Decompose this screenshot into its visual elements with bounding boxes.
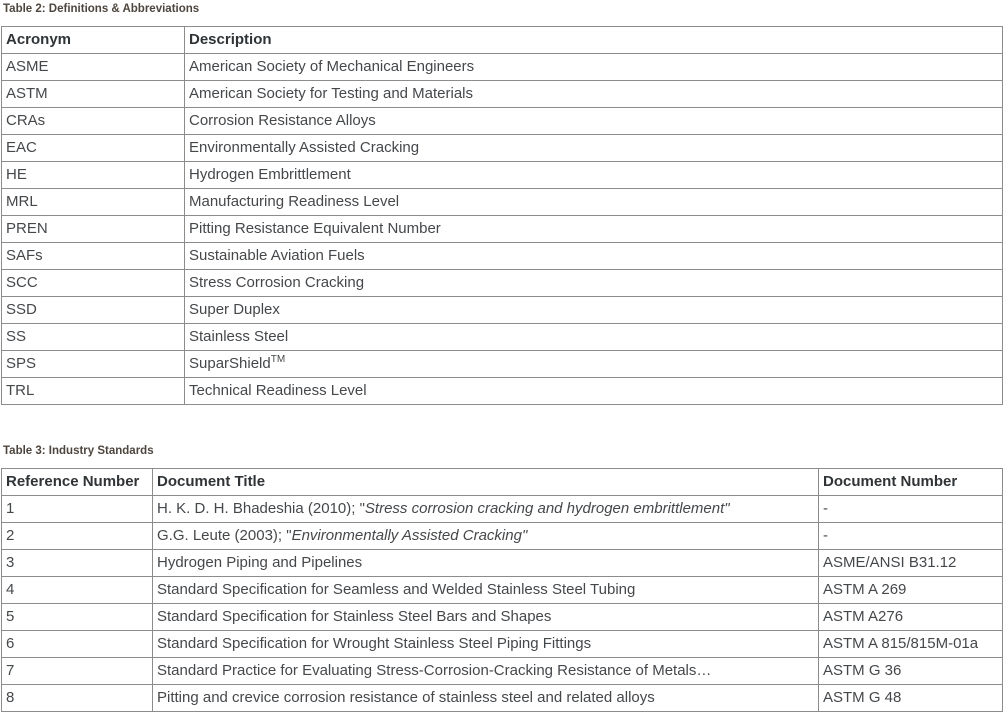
cell-acronym: SCC: [2, 270, 185, 297]
table-row: [2, 324, 1003, 351]
table-row: [2, 351, 1003, 378]
cell-acronym: SAFs: [2, 243, 185, 270]
cell-description: Sustainable Aviation Fuels: [185, 243, 1003, 270]
cell-description: Stainless Steel: [185, 324, 1003, 351]
cell-acronym: SSD: [2, 297, 185, 324]
table-row: [2, 270, 1003, 297]
trademark-name: SuparShield: [189, 355, 271, 372]
cell-ref-number: 3: [2, 550, 153, 577]
cell-description: American Society for Testing and Materials: [185, 81, 1003, 108]
cell-description: American Society of Mechanical Engineers: [185, 54, 1003, 81]
cell-description: Super Duplex: [185, 297, 1003, 324]
cell-acronym: ASME: [2, 54, 185, 81]
cell-doc-title: Standard Practice for Evaluating Stress-Corrosion-Cracking Resistance of Metals…: [153, 658, 819, 685]
standards-table: [1, 468, 1003, 712]
table-header-row: [2, 469, 1003, 496]
citation-closing-quote: ": [724, 500, 730, 517]
citation-italic-title: Stress corrosion cracking and hydrogen embrittlement: [364, 500, 725, 517]
table-row: [2, 297, 1003, 324]
table-row: [2, 108, 1003, 135]
table-row: [2, 550, 1003, 577]
cell-doc-title: Standard Specification for Seamless and Welded Stainless Steel Tubing: [153, 577, 819, 604]
table-row: [2, 216, 1003, 243]
cell-doc-number: -: [819, 496, 1003, 523]
definitions-table: [1, 26, 1003, 405]
table-row: [2, 243, 1003, 270]
cell-acronym: ASTM: [2, 81, 185, 108]
cell-doc-title: Hydrogen Piping and Pipelines: [153, 550, 819, 577]
cell-description: Manufacturing Readiness Level: [185, 189, 1003, 216]
cell-doc-number: ASTM G 36: [819, 658, 1003, 685]
cell-acronym: CRAs: [2, 108, 185, 135]
cell-doc-title: Pitting and crevice corrosion resistance of stainless steel and related alloys: [153, 685, 819, 712]
cell-description: [185, 351, 1003, 378]
table-row: [2, 162, 1003, 189]
cell-ref-number: 7: [2, 658, 153, 685]
cell-doc-number: ASTM A 269: [819, 577, 1003, 604]
table-row: [2, 631, 1003, 658]
table-row: [2, 189, 1003, 216]
table3-caption: Table 3: Industry Standards: [3, 445, 154, 457]
cell-doc-title: [153, 496, 819, 523]
cell-description: Pitting Resistance Equivalent Number: [185, 216, 1003, 243]
column-header-reference-number: Reference Number: [2, 469, 153, 496]
table2-caption: Table 2: Definitions & Abbreviations: [3, 3, 200, 15]
cell-ref-number: 2: [2, 523, 153, 550]
cell-doc-number: -: [819, 523, 1003, 550]
cell-description: Environmentally Assisted Cracking: [185, 135, 1003, 162]
citation-text: G.G. Leute (2003); ": [157, 527, 292, 544]
cell-description: Corrosion Resistance Alloys: [185, 108, 1003, 135]
table-row: [2, 685, 1003, 712]
table-row: [2, 604, 1003, 631]
table-row: [2, 577, 1003, 604]
table-row: [2, 523, 1003, 550]
citation-closing-quote: ": [521, 527, 528, 544]
cell-doc-number: ASTM A 815/815M-01a: [819, 631, 1003, 658]
cell-description: Hydrogen Embrittlement: [185, 162, 1003, 189]
cell-ref-number: 8: [2, 685, 153, 712]
table-row: [2, 496, 1003, 523]
cell-acronym: MRL: [2, 189, 185, 216]
cell-doc-number: ASTM G 48: [819, 685, 1003, 712]
cell-description: Stress Corrosion Cracking: [185, 270, 1003, 297]
cell-acronym: SPS: [2, 351, 185, 378]
cell-doc-title: Standard Specification for Wrought Stainless Steel Piping Fittings: [153, 631, 819, 658]
cell-acronym: PREN: [2, 216, 185, 243]
table-row: [2, 81, 1003, 108]
cell-acronym: EAC: [2, 135, 185, 162]
column-header-document-number: Document Number: [819, 469, 1003, 496]
trademark-superscript: TM: [270, 354, 286, 365]
cell-ref-number: 4: [2, 577, 153, 604]
cell-doc-number: ASTM A276: [819, 604, 1003, 631]
cell-description: Technical Readiness Level: [185, 378, 1003, 405]
cell-acronym: TRL: [2, 378, 185, 405]
cell-acronym: SS: [2, 324, 185, 351]
citation-text: H. K. D. H. Bhadeshia (2010); ": [157, 500, 365, 517]
column-header-acronym: Acronym: [2, 27, 185, 54]
cell-doc-title: Standard Specification for Stainless Steel Bars and Shapes: [153, 604, 819, 631]
cell-ref-number: 1: [2, 496, 153, 523]
column-header-description: Description: [185, 27, 1003, 54]
table-row: [2, 54, 1003, 81]
cell-doc-title: [153, 523, 819, 550]
cell-ref-number: 6: [2, 631, 153, 658]
cell-ref-number: 5: [2, 604, 153, 631]
table-row: [2, 135, 1003, 162]
table-row: [2, 378, 1003, 405]
table-header-row: [2, 27, 1003, 54]
table-row: [2, 658, 1003, 685]
citation-italic-title: Environmentally Assisted Cracking: [291, 527, 522, 544]
cell-acronym: HE: [2, 162, 185, 189]
cell-doc-number: ASME/ANSI B31.12: [819, 550, 1003, 577]
column-header-document-title: Document Title: [153, 469, 819, 496]
